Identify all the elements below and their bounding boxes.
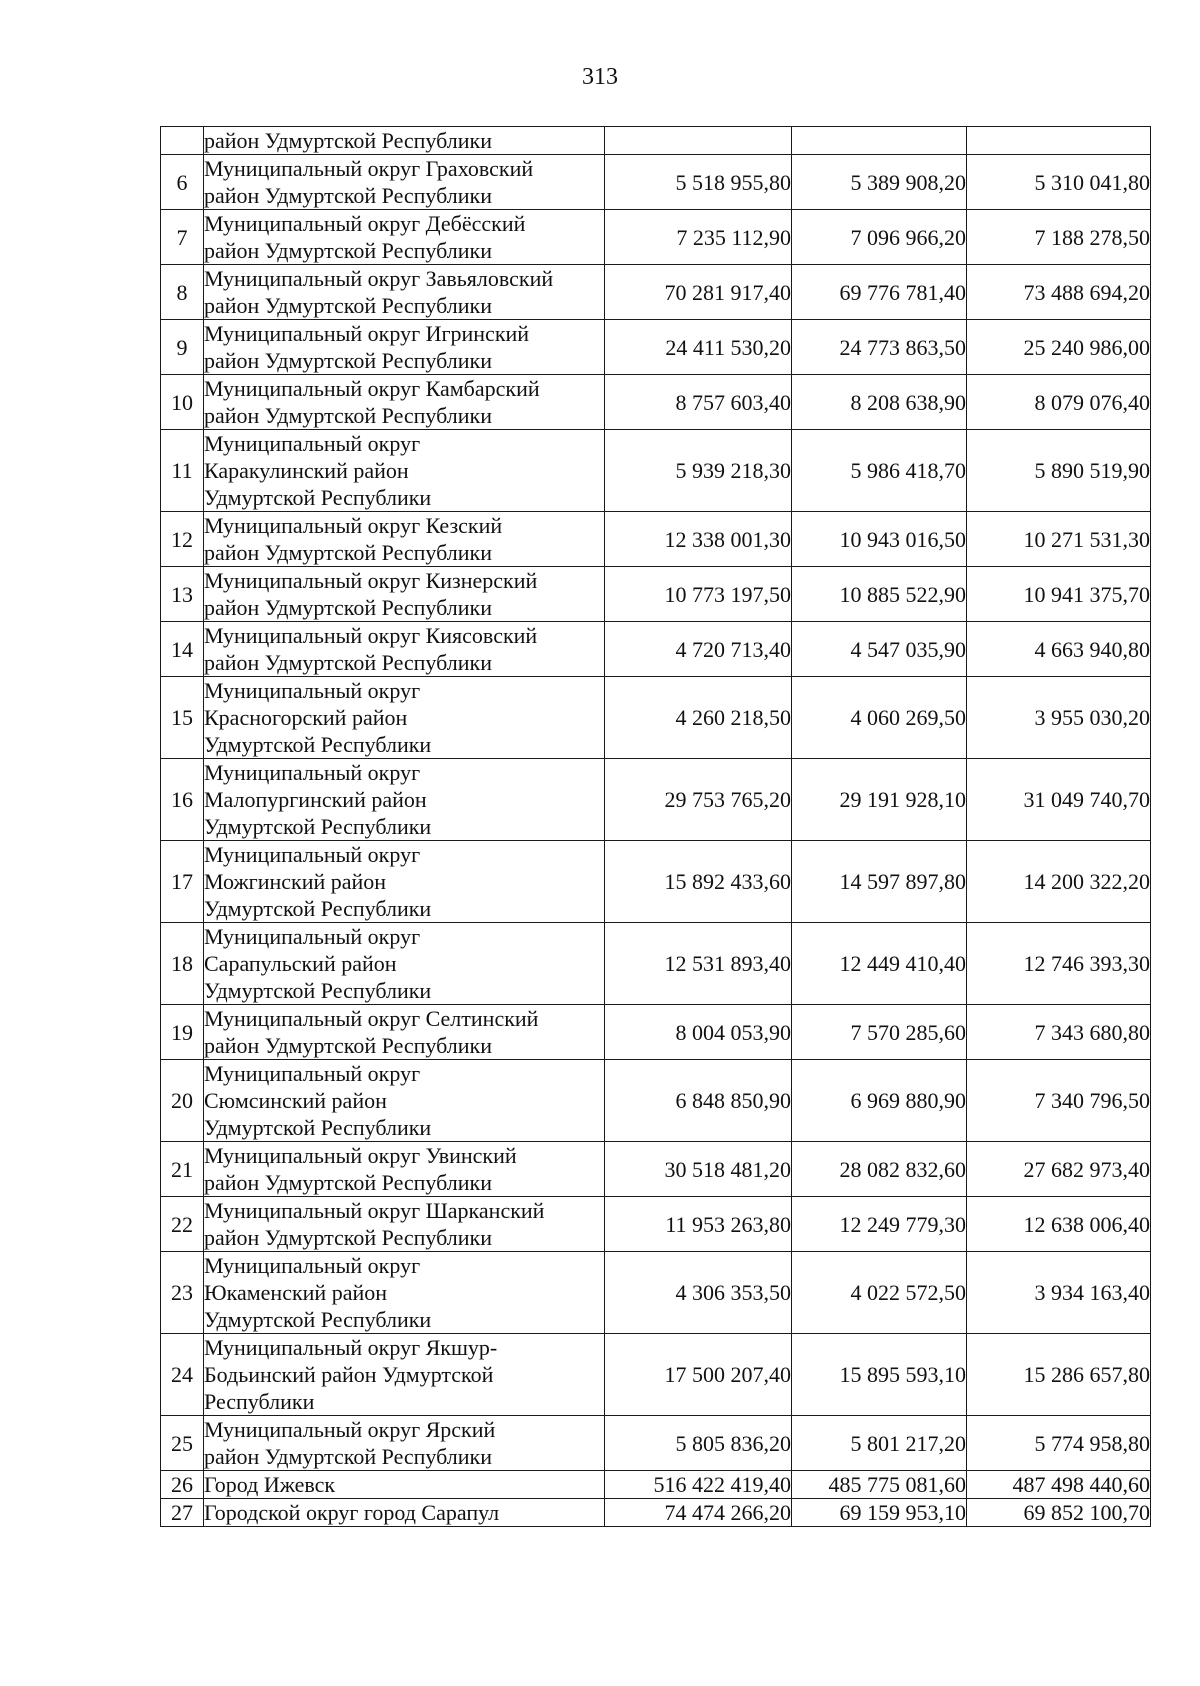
value-cell-3: 15 286 657,80 <box>967 1334 1151 1416</box>
value-cell-1: 5 939 218,30 <box>605 430 792 512</box>
page-number: 313 <box>582 64 618 90</box>
value-cell-2: 6 969 880,90 <box>792 1060 967 1142</box>
municipality-name-cell: Муниципальный округ Можгинский район Удмуртской Республики <box>204 841 605 923</box>
value-cell-3: 7 343 680,80 <box>967 1005 1151 1060</box>
municipality-name-cell: район Удмуртской Республики <box>204 127 605 155</box>
value-cell-3: 10 271 531,30 <box>967 512 1151 567</box>
value-cell-2: 8 208 638,90 <box>792 375 967 430</box>
municipality-name-cell: Муниципальный округ Сарапульский район Удмуртской Республики <box>204 923 605 1005</box>
value-cell-1: 29 753 765,20 <box>605 759 792 841</box>
value-cell-1: 4 306 353,50 <box>605 1252 792 1334</box>
value-cell-3: 31 049 740,70 <box>967 759 1151 841</box>
row-number-cell: 21 <box>161 1142 204 1197</box>
municipality-name-cell: Городской округ город Сарапул <box>204 1499 605 1527</box>
value-cell-1: 10 773 197,50 <box>605 567 792 622</box>
value-cell-3: 3 934 163,40 <box>967 1252 1151 1334</box>
value-cell-2: 5 986 418,70 <box>792 430 967 512</box>
value-cell-1 <box>605 127 792 155</box>
table-row <box>161 567 1151 622</box>
value-cell-2: 14 597 897,80 <box>792 841 967 923</box>
table-row <box>161 210 1151 265</box>
budget-table <box>160 126 1151 1527</box>
row-number-cell: 6 <box>161 155 204 210</box>
value-cell-3: 10 941 375,70 <box>967 567 1151 622</box>
value-cell-2: 28 082 832,60 <box>792 1142 967 1197</box>
municipality-name-cell: Город Ижевск <box>204 1471 605 1499</box>
table-row <box>161 1334 1151 1416</box>
value-cell-3: 12 638 006,40 <box>967 1197 1151 1252</box>
row-number-cell: 11 <box>161 430 204 512</box>
value-cell-2: 12 249 779,30 <box>792 1197 967 1252</box>
value-cell-1: 5 805 836,20 <box>605 1416 792 1471</box>
table-row <box>161 155 1151 210</box>
value-cell-3: 7 340 796,50 <box>967 1060 1151 1142</box>
row-number-cell: 25 <box>161 1416 204 1471</box>
value-cell-3: 487 498 440,60 <box>967 1471 1151 1499</box>
municipality-name-cell: Муниципальный округ Селтинский район Удмуртской Республики <box>204 1005 605 1060</box>
value-cell-2: 5 801 217,20 <box>792 1416 967 1471</box>
row-number-cell: 23 <box>161 1252 204 1334</box>
value-cell-2: 4 547 035,90 <box>792 622 967 677</box>
value-cell-3: 8 079 076,40 <box>967 375 1151 430</box>
municipality-name-cell: Муниципальный округ Дебёсский район Удмуртской Республики <box>204 210 605 265</box>
municipality-name-cell: Муниципальный округ Малопургинский район Удмуртской Республики <box>204 759 605 841</box>
row-number-cell: 13 <box>161 567 204 622</box>
row-number-cell: 19 <box>161 1005 204 1060</box>
value-cell-2: 69 159 953,10 <box>792 1499 967 1527</box>
municipality-name-cell: Муниципальный округ Каракулинский район Удмуртской Республики <box>204 430 605 512</box>
table-row <box>161 512 1151 567</box>
value-cell-1: 15 892 433,60 <box>605 841 792 923</box>
value-cell-3: 5 310 041,80 <box>967 155 1151 210</box>
value-cell-2: 12 449 410,40 <box>792 923 967 1005</box>
table-row <box>161 923 1151 1005</box>
value-cell-1: 4 260 218,50 <box>605 677 792 759</box>
value-cell-1: 74 474 266,20 <box>605 1499 792 1527</box>
value-cell-2 <box>792 127 967 155</box>
value-cell-2: 24 773 863,50 <box>792 320 967 375</box>
table-row <box>161 1005 1151 1060</box>
table-row <box>161 375 1151 430</box>
row-number-cell: 7 <box>161 210 204 265</box>
value-cell-3: 5 890 519,90 <box>967 430 1151 512</box>
value-cell-2: 4 060 269,50 <box>792 677 967 759</box>
value-cell-2: 5 389 908,20 <box>792 155 967 210</box>
value-cell-1: 8 004 053,90 <box>605 1005 792 1060</box>
table-row <box>161 127 1151 155</box>
row-number-cell: 16 <box>161 759 204 841</box>
row-number-cell: 22 <box>161 1197 204 1252</box>
value-cell-1: 6 848 850,90 <box>605 1060 792 1142</box>
value-cell-2: 15 895 593,10 <box>792 1334 967 1416</box>
table-row <box>161 1252 1151 1334</box>
value-cell-1: 7 235 112,90 <box>605 210 792 265</box>
table-row <box>161 1499 1151 1527</box>
value-cell-1: 12 338 001,30 <box>605 512 792 567</box>
value-cell-2: 7 570 285,60 <box>792 1005 967 1060</box>
value-cell-2: 4 022 572,50 <box>792 1252 967 1334</box>
value-cell-3: 25 240 986,00 <box>967 320 1151 375</box>
municipality-name-cell: Муниципальный округ Завьяловский район Удмуртской Республики <box>204 265 605 320</box>
value-cell-1: 70 281 917,40 <box>605 265 792 320</box>
municipality-name-cell: Муниципальный округ Шарканский район Удмуртской Республики <box>204 1197 605 1252</box>
municipality-name-cell: Муниципальный округ Якшур- Бодьинский район Удмуртской Республики <box>204 1334 605 1416</box>
table-row <box>161 759 1151 841</box>
table-row <box>161 841 1151 923</box>
municipality-name-cell: Муниципальный округ Кизнерский район Удмуртской Республики <box>204 567 605 622</box>
row-number-cell: 26 <box>161 1471 204 1499</box>
value-cell-3: 7 188 278,50 <box>967 210 1151 265</box>
value-cell-2: 10 943 016,50 <box>792 512 967 567</box>
value-cell-3: 12 746 393,30 <box>967 923 1151 1005</box>
value-cell-1: 12 531 893,40 <box>605 923 792 1005</box>
value-cell-3: 3 955 030,20 <box>967 677 1151 759</box>
table-body <box>161 127 1151 1527</box>
table-row <box>161 320 1151 375</box>
value-cell-1: 30 518 481,20 <box>605 1142 792 1197</box>
row-number-cell: 12 <box>161 512 204 567</box>
row-number-cell: 20 <box>161 1060 204 1142</box>
table-row <box>161 430 1151 512</box>
table-row <box>161 1416 1151 1471</box>
value-cell-3: 14 200 322,20 <box>967 841 1151 923</box>
row-number-cell: 24 <box>161 1334 204 1416</box>
table-row <box>161 1060 1151 1142</box>
row-number-cell: 10 <box>161 375 204 430</box>
value-cell-2: 7 096 966,20 <box>792 210 967 265</box>
table-row <box>161 1471 1151 1499</box>
row-number-cell <box>161 127 204 155</box>
value-cell-2: 69 776 781,40 <box>792 265 967 320</box>
municipality-name-cell: Муниципальный округ Юкаменский район Удмуртской Республики <box>204 1252 605 1334</box>
value-cell-1: 11 953 263,80 <box>605 1197 792 1252</box>
municipality-name-cell: Муниципальный округ Красногорский район Удмуртской Республики <box>204 677 605 759</box>
municipality-name-cell: Муниципальный округ Киясовский район Удмуртской Республики <box>204 622 605 677</box>
value-cell-3: 69 852 100,70 <box>967 1499 1151 1527</box>
value-cell-1: 8 757 603,40 <box>605 375 792 430</box>
municipality-name-cell: Муниципальный округ Граховский район Удмуртской Республики <box>204 155 605 210</box>
value-cell-2: 29 191 928,10 <box>792 759 967 841</box>
value-cell-3: 73 488 694,20 <box>967 265 1151 320</box>
table-row <box>161 622 1151 677</box>
row-number-cell: 27 <box>161 1499 204 1527</box>
municipality-name-cell: Муниципальный округ Кезский район Удмуртской Республики <box>204 512 605 567</box>
row-number-cell: 15 <box>161 677 204 759</box>
municipality-name-cell: Муниципальный округ Камбарский район Удмуртской Республики <box>204 375 605 430</box>
value-cell-2: 10 885 522,90 <box>792 567 967 622</box>
row-number-cell: 18 <box>161 923 204 1005</box>
row-number-cell: 9 <box>161 320 204 375</box>
value-cell-1: 5 518 955,80 <box>605 155 792 210</box>
table-row <box>161 1197 1151 1252</box>
municipality-name-cell: Муниципальный округ Ярский район Удмуртской Республики <box>204 1416 605 1471</box>
municipality-name-cell: Муниципальный округ Игринский район Удмуртской Республики <box>204 320 605 375</box>
table-row <box>161 265 1151 320</box>
value-cell-3: 5 774 958,80 <box>967 1416 1151 1471</box>
municipality-name-cell: Муниципальный округ Сюмсинский район Удмуртской Республики <box>204 1060 605 1142</box>
table-row <box>161 677 1151 759</box>
row-number-cell: 17 <box>161 841 204 923</box>
value-cell-3: 4 663 940,80 <box>967 622 1151 677</box>
municipality-name-cell: Муниципальный округ Увинский район Удмуртской Республики <box>204 1142 605 1197</box>
value-cell-1: 516 422 419,40 <box>605 1471 792 1499</box>
value-cell-3 <box>967 127 1151 155</box>
value-cell-1: 17 500 207,40 <box>605 1334 792 1416</box>
value-cell-2: 485 775 081,60 <box>792 1471 967 1499</box>
value-cell-3: 27 682 973,40 <box>967 1142 1151 1197</box>
value-cell-1: 4 720 713,40 <box>605 622 792 677</box>
value-cell-1: 24 411 530,20 <box>605 320 792 375</box>
table-row <box>161 1142 1151 1197</box>
row-number-cell: 8 <box>161 265 204 320</box>
row-number-cell: 14 <box>161 622 204 677</box>
